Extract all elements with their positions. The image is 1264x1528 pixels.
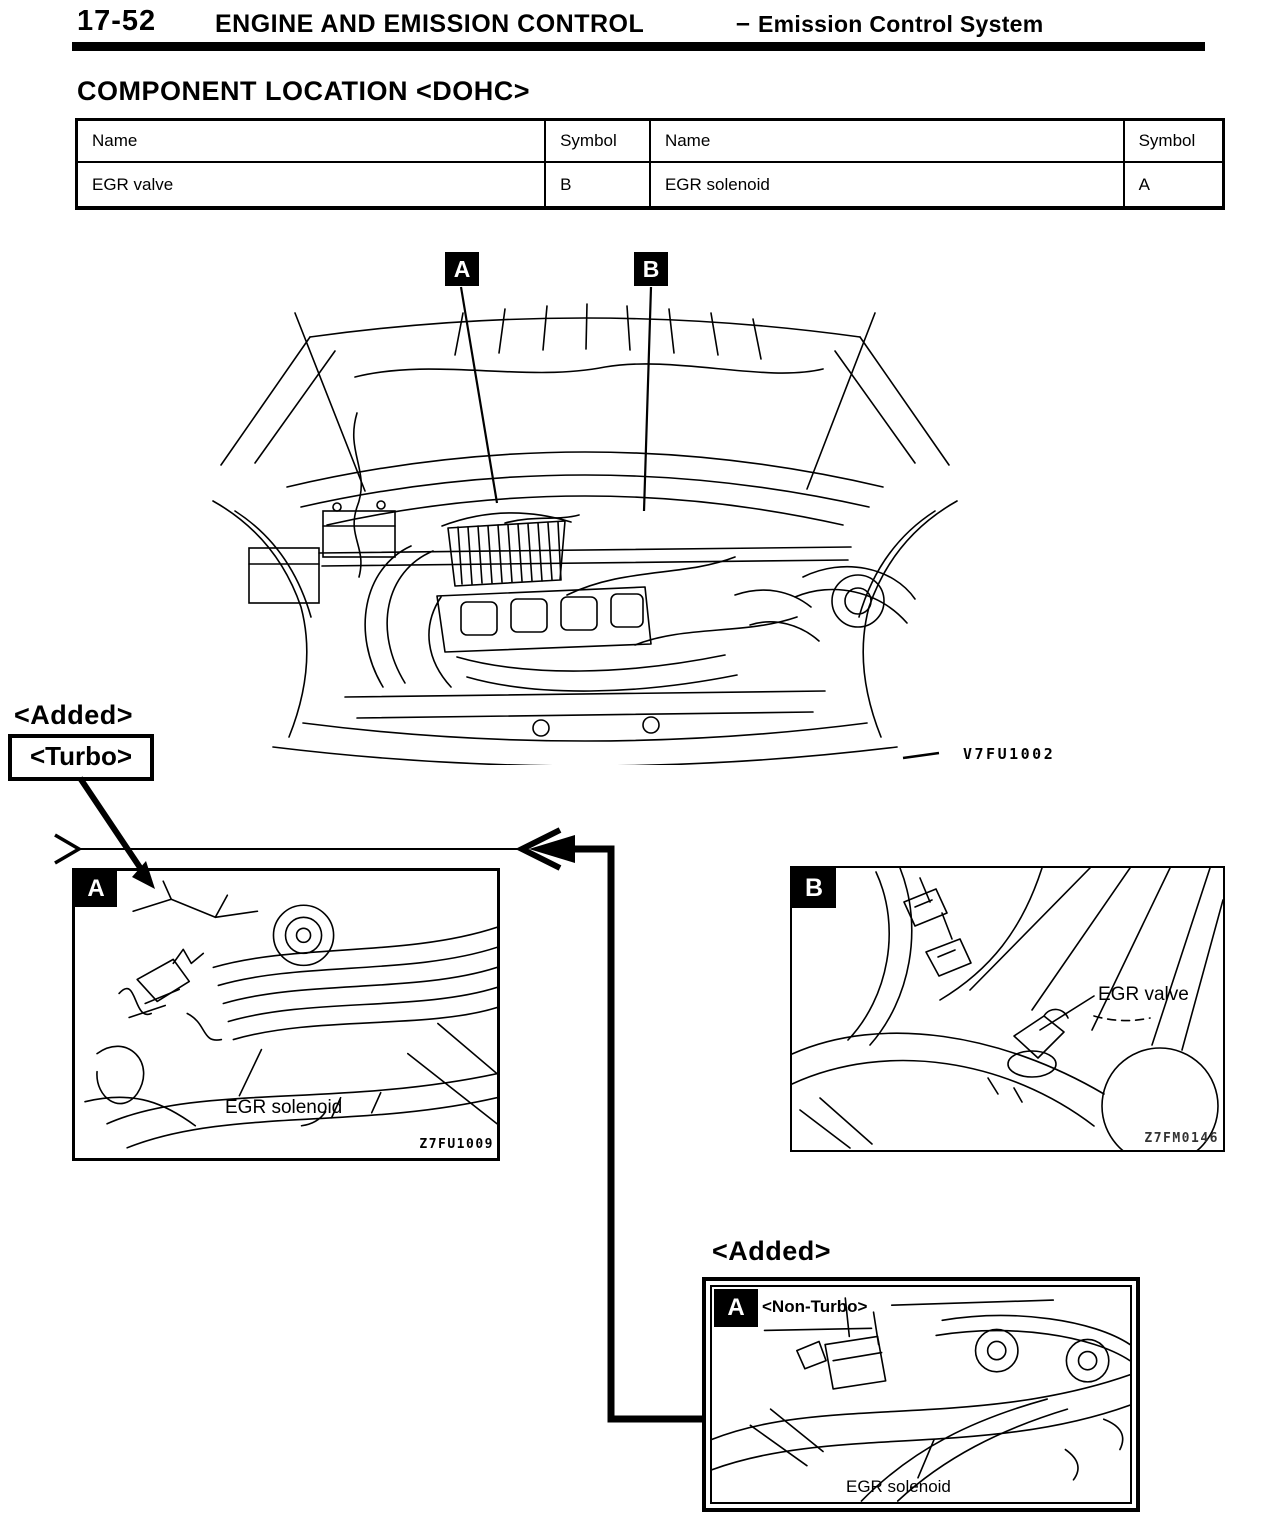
added-label-nonturbo: <Added> [712,1236,832,1266]
nonturbo-figure-callout-badge: A [714,1289,758,1327]
callout-b-badge: B [634,252,668,286]
connector-arrowhead-icon [529,835,575,863]
valve-figure-drawing [792,868,1223,1150]
col-header-name-1: Name [77,120,546,163]
turbo-variant-box [8,734,154,781]
table-row [77,162,1224,208]
col-header-name-2: Name [650,120,1124,163]
component-table [75,118,1225,210]
egr-solenoid-label-turbo: EGR solenoid [225,1097,343,1118]
table-header-row [77,120,1224,163]
valve-figure-box [790,866,1225,1152]
added-label-turbo: <Added> [14,700,134,730]
col-header-symbol-2: Symbol [1124,120,1224,163]
col-header-symbol-1: Symbol [545,120,650,163]
match-arrow-left-icon [55,835,79,863]
turbo-figure-code: Z7FU1009 [419,1137,494,1152]
page-title: COMPONENT LOCATION <DOHC> [77,76,531,106]
header-dash: – [736,9,750,37]
engine-bay-drawing [205,295,965,765]
turbo-figure-box [72,868,500,1161]
valve-figure-code: Z7FM0146 [1144,1131,1219,1146]
valve-figure-callout-badge: B [792,868,836,908]
turbo-variant-label: <Turbo> [30,741,133,771]
egr-valve-label: EGR valve [1098,984,1189,1005]
nonturbo-figure-drawing [712,1287,1130,1502]
turbo-figure-callout-badge: A [75,871,117,907]
match-arrow-right-icon [522,830,560,868]
page-number: 17-52 [77,5,157,37]
egr-solenoid-label-nonturbo: EGR solenoid [846,1477,951,1496]
main-figure-code: V7FU1002 [963,745,1056,763]
callout-a-badge: A [445,252,479,286]
cell-egr-solenoid: EGR solenoid [650,162,1124,208]
chapter-title: ENGINE AND EMISSION CONTROL [215,10,645,38]
cell-egr-valve-symbol: B [545,162,650,208]
cell-egr-valve: EGR valve [77,162,546,208]
nonturbo-figure-outer-box [702,1277,1140,1512]
nonturbo-variant-label: <Non-Turbo> [762,1297,868,1316]
nonturbo-figure-box [710,1285,1132,1504]
section-title: Emission Control System [758,11,1044,37]
header-rule [72,42,1205,51]
cell-egr-solenoid-symbol: A [1124,162,1224,208]
